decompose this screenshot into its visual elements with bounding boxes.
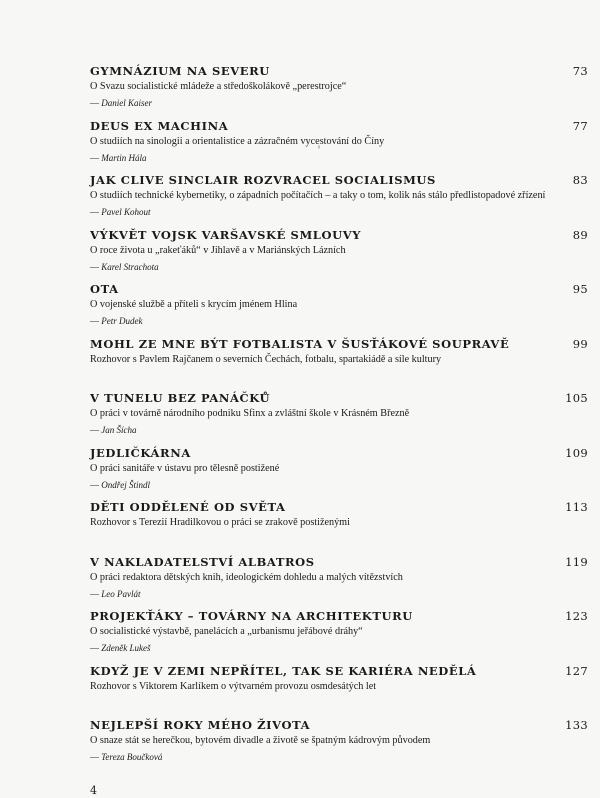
entry-title: V TUNELU BEZ PANÁČKŮ — [90, 391, 271, 405]
toc-entry — [90, 337, 588, 392]
entry-description: O Svazu socialistické mládeže a středoškolákově „perestrojce“ — [90, 81, 347, 92]
entry-description: O socialistické výstavbě, panelácích a „urbanismu jeřábové dráhy“ — [90, 626, 363, 637]
entry-description: O práci v továrně národního podniku Sfinx a zvláštní škole v Krásném Březně — [90, 408, 410, 419]
entry-description: O práci sanitáře v ústavu pro tělesně postižené — [90, 462, 280, 474]
entry-title: DĚTI ODDĚLENÉ OD SVĚTA — [90, 500, 286, 514]
entry-page-number: 109 — [565, 445, 588, 460]
toc-entry — [90, 173, 588, 228]
toc-entry — [90, 282, 588, 337]
entry-author: — Leo Pavlát — [90, 588, 141, 599]
toc-entry — [90, 119, 588, 174]
entry-title: PROJEKŤÁKY – TOVÁRNY NA ARCHITEKTURU — [90, 609, 413, 623]
entry-title: JEDLIČKÁRNA — [90, 445, 191, 460]
entry-title: DEUS EX MACHINA — [90, 118, 229, 133]
entry-author: — Karel Strachota — [90, 261, 159, 272]
entry-page-number: 113 — [565, 500, 588, 514]
entry-author: — Jan Šícha — [90, 425, 137, 435]
toc-entry — [90, 664, 588, 719]
toc-entry — [90, 64, 588, 119]
entry-page-number: 133 — [565, 718, 588, 732]
entry-page-number: 105 — [565, 391, 588, 405]
toc-entry — [90, 718, 588, 773]
entry-description: O práci redaktora dětských knih, ideologickém dohledu a malých vítězstvích — [90, 571, 403, 583]
toc-entry — [90, 446, 588, 501]
entry-description: O roce života u „rakeťáků“ v Jihlavě a v Mariánských Lázních — [90, 244, 346, 256]
toc-entry — [90, 500, 588, 555]
entry-page-number: 77 — [572, 118, 588, 133]
entry-title: NEJLEPŠÍ ROKY MÉHO ŽIVOTA — [90, 718, 311, 732]
toc-entry — [90, 555, 588, 610]
entry-title: JAK CLIVE SINCLAIR ROZVRACEL SOCIALISMUS — [90, 173, 436, 187]
entry-title: OTA — [90, 282, 119, 296]
entry-page-number: 127 — [565, 663, 588, 678]
entry-title: GYMNÁZIUM NA SEVERU — [90, 64, 270, 78]
entry-description: O studiích technické kybernetiky, o západních počítačích – a taky o tom, kolik nás stálo předlistopadové zřízení — [90, 190, 546, 201]
entry-page-number: 119 — [565, 554, 588, 569]
entry-page-number: 95 — [572, 282, 588, 296]
entry-author: — Daniel Kaiser — [90, 98, 152, 108]
entry-author: — Martin Hála — [90, 152, 147, 163]
entry-author: — Zdeněk Lukeš — [90, 643, 151, 653]
entry-title: V NAKLADATELSTVÍ ALBATROS — [90, 554, 315, 569]
toc-entry — [90, 609, 588, 664]
entry-description: O snaze stát se herečkou, bytovém divadle a životě se špatným kádrovým původem — [90, 735, 431, 746]
entry-title: VÝKVĚT VOJSK VARŠAVSKÉ SMLOUVY — [90, 227, 362, 242]
entry-title: MOHL ZE MNE BÝT FOTBALISTA V ŠUSŤÁKOVÉ SOUPRAVĚ — [90, 336, 510, 351]
entry-description: Rozhovor s Terezií Hradilkovou o práci se zrakově postiženými — [90, 517, 350, 528]
entry-description: Rozhovor s Pavlem Rajčanem o severních Čechách, fotbalu, spartakiádě a síle kultury — [90, 353, 442, 365]
entry-author: — Tereza Boučková — [90, 752, 163, 762]
ink-speck-mark: ᵎ — [318, 144, 320, 154]
entry-description: Rozhovor s Viktorem Karlíkem o výtvarném provozu osmdesátých let — [90, 680, 377, 692]
entry-author: — Pavel Kohout — [90, 207, 151, 217]
entry-page-number: 99 — [572, 336, 588, 351]
folio-page-number: 4 — [90, 784, 97, 797]
entry-description: O studiích na sinologii a orientalistice a zázračném vycestování do Číny — [90, 135, 385, 147]
entry-description: O vojenské službě a příteli s krycím jménem Hlina — [90, 299, 298, 310]
table-of-contents — [90, 64, 588, 773]
entry-page-number: 89 — [572, 227, 588, 242]
entry-author: — Ondřej Štindl — [90, 479, 150, 490]
entry-title: KDYŽ JE V ZEMI NEPŘÍTEL, TAK SE KARIÉRA NEDĚLÁ — [90, 663, 477, 678]
toc-entry — [90, 228, 588, 283]
entry-page-number: 83 — [572, 173, 588, 187]
entry-author: — Petr Dudek — [90, 316, 143, 326]
toc-entry — [90, 391, 588, 446]
entry-page-number: 123 — [565, 609, 588, 623]
entry-page-number: 73 — [572, 64, 588, 78]
